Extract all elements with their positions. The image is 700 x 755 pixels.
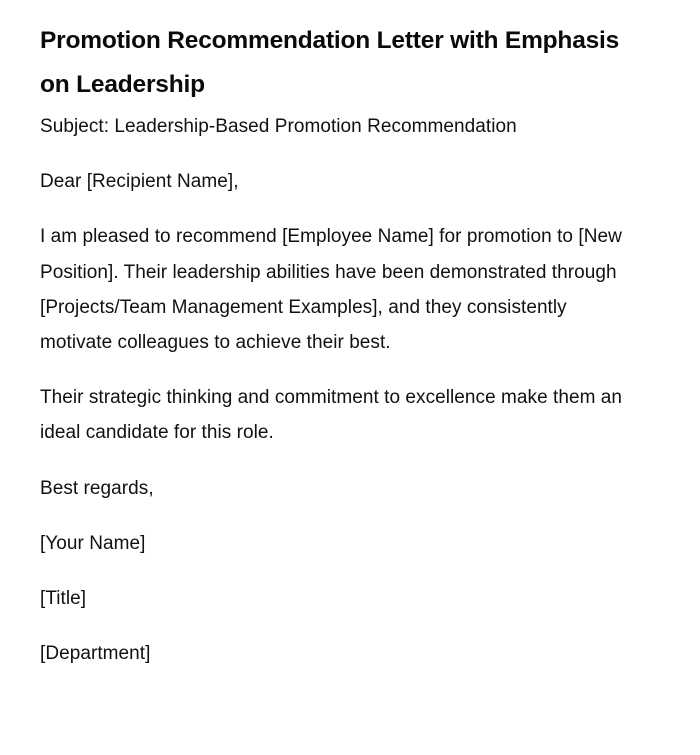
closing: Best regards, <box>40 477 154 499</box>
document-title: Promotion Recommendation Letter with Emphasis on Leadership <box>40 27 620 98</box>
subject-line: Subject: Leadership-Based Promotion Recommendation <box>40 116 517 137</box>
body-paragraph-2: Their strategic thinking and commitment to excellence make them an ideal candidate for this role. <box>40 387 623 444</box>
signature-department: [Department] <box>40 643 151 665</box>
signature-name: [Your Name] <box>40 532 146 554</box>
salutation: Dear [Recipient Name], <box>40 171 239 193</box>
body-paragraph-1: I am pleased to recommend [Employee Name] for promotion to [New Position]. Their leadership abilities have been demonstrated through [Projects/Team Management Examples], and they consistently motivate colleagues to achieve their best. <box>40 226 622 354</box>
signature-title: [Title] <box>40 588 87 610</box>
